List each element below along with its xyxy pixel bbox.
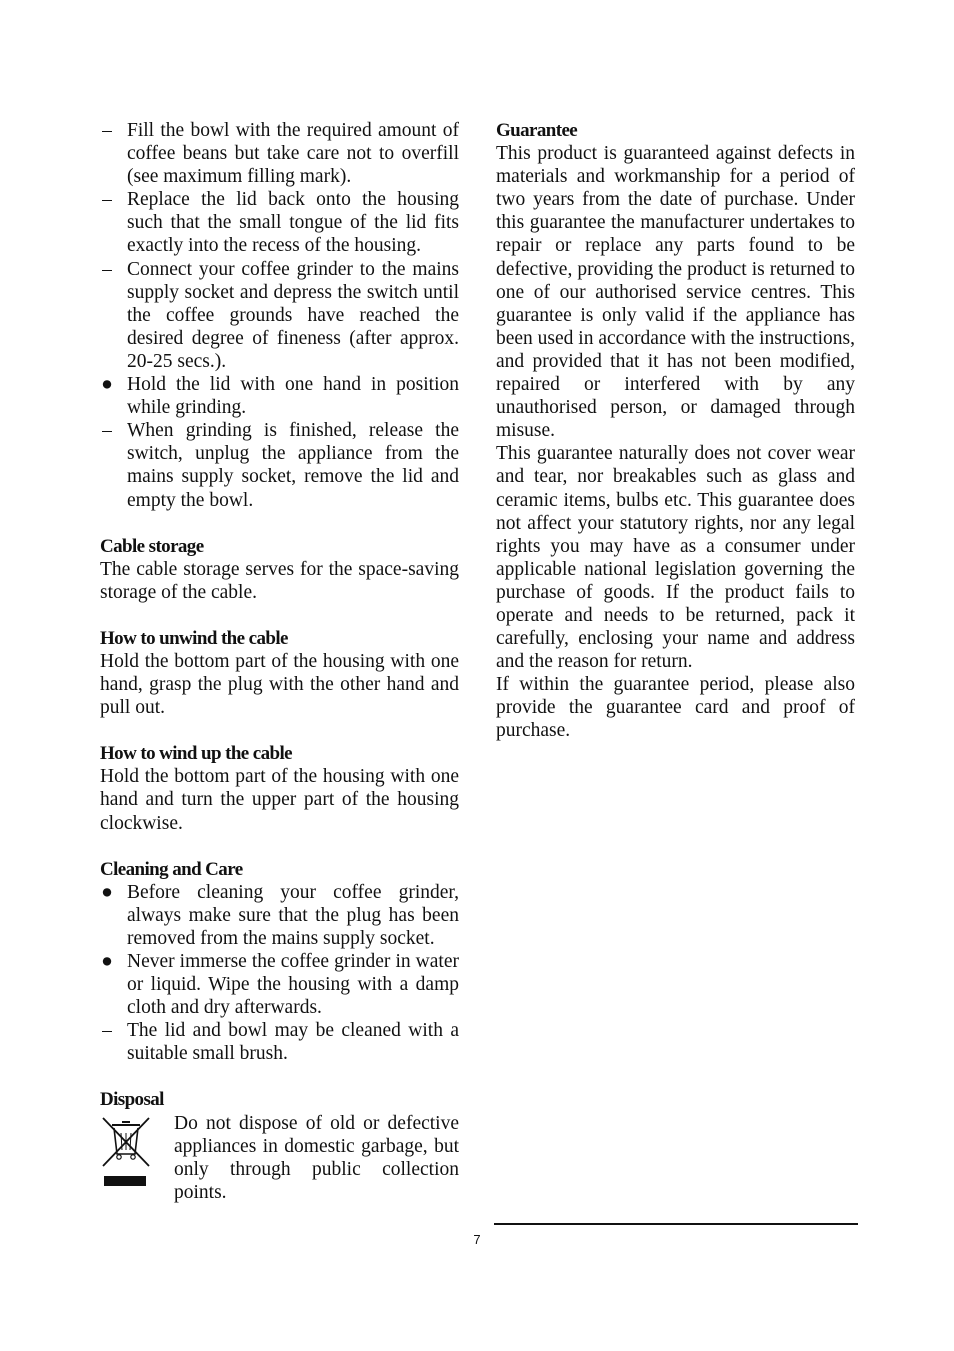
- cleaning-section: [100, 858, 459, 1066]
- disposal-row: [100, 1112, 459, 1204]
- section-heading: Cleaning and Care: [100, 858, 243, 880]
- section-heading: How to wind up the cable: [100, 743, 292, 765]
- cleaning-list: [100, 881, 459, 1066]
- list-item: [100, 373, 459, 419]
- grinding-instructions-list: [100, 119, 459, 512]
- section-heading: Guarantee: [496, 120, 578, 141]
- list-item-text: The lid and bowl may be cleaned with a suitable small brush.: [127, 1020, 459, 1065]
- guarantee-paragraph: This guarantee naturally does not cover wear and tear, nor breakables such as glass and ceramic items, bulbs etc. This guarantee does not affect your statutory rights, nor any legal rights you may have as a consumer under applicable national legislation governing the purchase of goods. If the product fails to operate and needs to be returned, pack it carefully, enclosing your name and address and the reason for return.: [496, 443, 855, 673]
- footer-rule: [494, 1223, 858, 1225]
- list-item-text: When grinding is finished, release the switch, unplug the appliance from the mains supply socket, remove the lid and empty the bowl.: [127, 420, 459, 511]
- list-item: [100, 188, 459, 257]
- list-item-text: Before cleaning your coffee grinder, always make sure that the plug has been removed from the mains supply socket.: [127, 881, 459, 949]
- section-body: Hold the bottom part of the housing with one hand, grasp the plug with the other hand and pull out.: [100, 650, 459, 719]
- list-item-text: Replace the lid back onto the housing such that the small tongue of the lid fits exactly into the recess of the housing.: [127, 189, 459, 257]
- cable-storage-section: [100, 535, 459, 604]
- bullet-marker: ●: [101, 951, 113, 972]
- section-body: The cable storage serves for the space-saving storage of the cable.: [100, 558, 459, 603]
- list-item: [100, 950, 459, 1019]
- list-item-text: Never immerse the coffee grinder in water or liquid. Wipe the housing with a damp cloth and dry afterwards.: [127, 951, 459, 1019]
- list-item: [100, 119, 459, 188]
- dash-marker: –: [102, 120, 112, 141]
- guarantee-paragraph: If within the guarantee period, please also provide the guarantee card and proof of purchase.: [496, 674, 855, 742]
- dash-marker: –: [102, 189, 112, 211]
- list-item-text: Connect your coffee grinder to the mains supply socket and depress the switch until the coffee grounds have reached the desired degree of fineness (after approx. 20-25 secs.).: [127, 258, 459, 372]
- list-item-text: Fill the bowl with the required amount of coffee beans but take care not to overfill (see maximum filling mark).: [127, 120, 459, 188]
- page-number: 7: [473, 1232, 481, 1247]
- list-item: [100, 1019, 459, 1065]
- section-heading: Cable storage: [100, 535, 204, 557]
- list-item: [100, 419, 459, 511]
- disposal-section: [100, 1088, 459, 1203]
- crossed-out-wheelie-bin-icon: [100, 1112, 174, 1194]
- section-body: Hold the bottom part of the housing with one hand and turn the upper part of the housing clockwise.: [100, 766, 459, 834]
- dash-marker: –: [102, 1020, 112, 1042]
- list-item: [100, 881, 459, 950]
- left-column: [100, 119, 459, 1204]
- list-item-text: Hold the lid with one hand in position while grinding.: [127, 374, 459, 419]
- list-item: [100, 258, 459, 373]
- bullet-marker: ●: [101, 881, 113, 903]
- guarantee-paragraph: This product is guaranteed against defects in materials and workmanship for a period of two years from the date of purchase. Under this guarantee the manufacturer undertakes to repair or replace any parts found to be defective, providing the product is returned to one of our authorised service centres. This guarantee is only valid if the appliance has been used in accordance with the instructions, and provided that it has not been modified, repaired or interfered with by any unauthorised person, or damaged through misuse.: [496, 143, 856, 442]
- dash-marker: –: [102, 420, 112, 442]
- bullet-marker: ●: [101, 374, 113, 396]
- dash-marker: –: [102, 258, 112, 280]
- disposal-text: Do not dispose of old or defective appliances in domestic garbage, but only through public collection points.: [174, 1112, 459, 1203]
- section-heading: How to unwind the cable: [100, 627, 288, 649]
- right-column: [496, 119, 855, 743]
- section-heading: Disposal: [100, 1089, 164, 1111]
- wind-cable-section: [100, 742, 459, 834]
- unwind-cable-section: [100, 627, 459, 719]
- guarantee-section: [496, 119, 855, 743]
